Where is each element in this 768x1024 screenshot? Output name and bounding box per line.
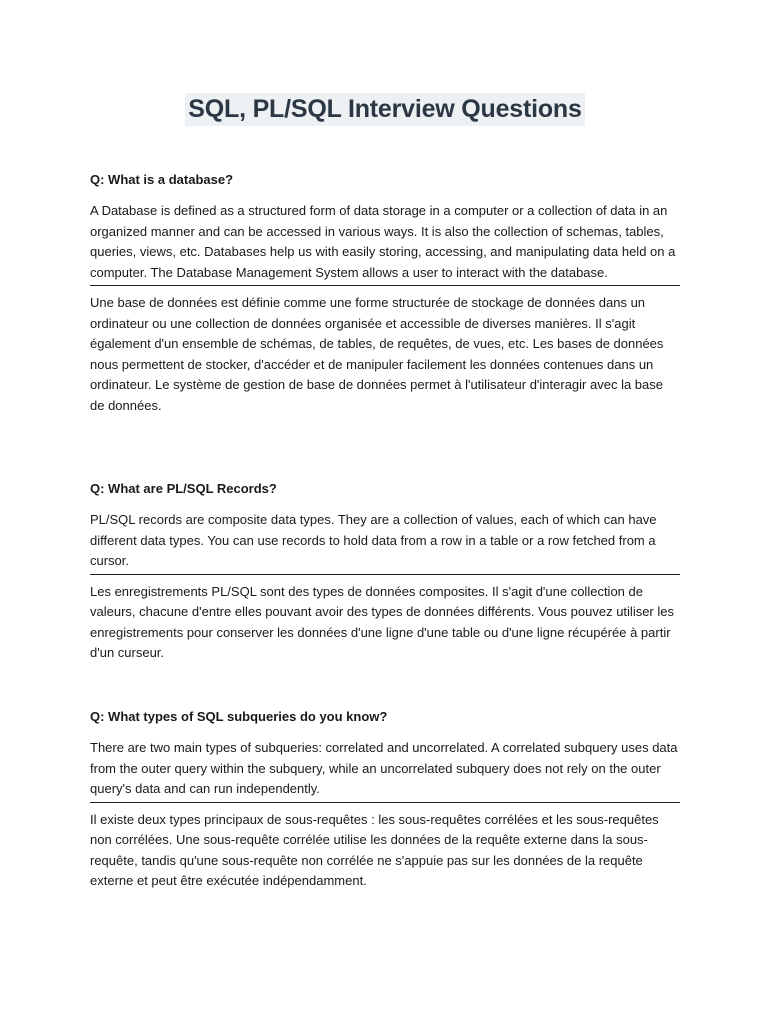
page-title: SQL, PL/SQL Interview Questions bbox=[185, 93, 584, 126]
qa-block-plsql-records bbox=[90, 480, 680, 664]
answer-english: PL/SQL records are composite data types. They are a collection of values, each of which can have different data types. You can use records to hold data from a row in a table or a row fetched from a cursor. bbox=[90, 512, 657, 568]
qa-block-subqueries bbox=[90, 708, 680, 892]
answer-english: A Database is defined as a structured form of data storage in a computer or a collection of data in an organized manner and can be accessed in various ways. It is also the collection of schemas, tables, queries, views, etc. Databases help us with easily storing, accessing, and manipulating data held on a computer. The Database Management System allows a user to interact with the database. bbox=[90, 203, 676, 280]
answer-english: There are two main types of subqueries: correlated and uncorrelated. A correlated subquery uses data from the outer query within the subquery, while an uncorrelated subquery does not rely on the outer query's data and can run independently. bbox=[90, 740, 678, 796]
answer-french: Les enregistrements PL/SQL sont des types de données composites. Il s'agit d'une collection de valeurs, chacune d'entre elles pouvant avoir des types de données différents. Vous pouvez utiliser les enregistrements pour conserver les données d'une ligne d'une table ou d'une ligne récupérée à partir d'un curseur. bbox=[90, 583, 674, 660]
title-container bbox=[90, 93, 680, 126]
answer-french: Une base de données est définie comme une forme structurée de stockage de données dans un ordinateur ou une collection de données organisée et accessible de diverses manières. Il s'agit également d'un ensemble de schémas, de tables, de requêtes, de vues, etc. Les bases de données nous permettent de stocker, d'accéder et de manipuler facilement les données contenues dans un ordinateur. Le système de gestion de base de données permet à l'utilisateur d'interagir avec la base de données. bbox=[90, 295, 664, 413]
divider-line bbox=[90, 574, 680, 575]
qa-block-database bbox=[90, 171, 680, 416]
answer-french: Il existe deux types principaux de sous-requêtes : les sous-requêtes corrélées et les sous-requêtes non corrélées. Une sous-requête corrélée utilise les données de la requête externe dans la sous-requête, tandis qu'une sous-requête non corrélée ne s'appuie pas sur les données de la requête externe et peut être exécutée indépendamment. bbox=[90, 811, 659, 888]
divider-line bbox=[90, 802, 680, 803]
divider-line bbox=[90, 285, 680, 286]
question-heading: Q: What are PL/SQL Records? bbox=[90, 481, 277, 496]
question-heading: Q: What types of SQL subqueries do you know? bbox=[90, 709, 388, 724]
question-heading: Q: What is a database? bbox=[90, 172, 234, 187]
